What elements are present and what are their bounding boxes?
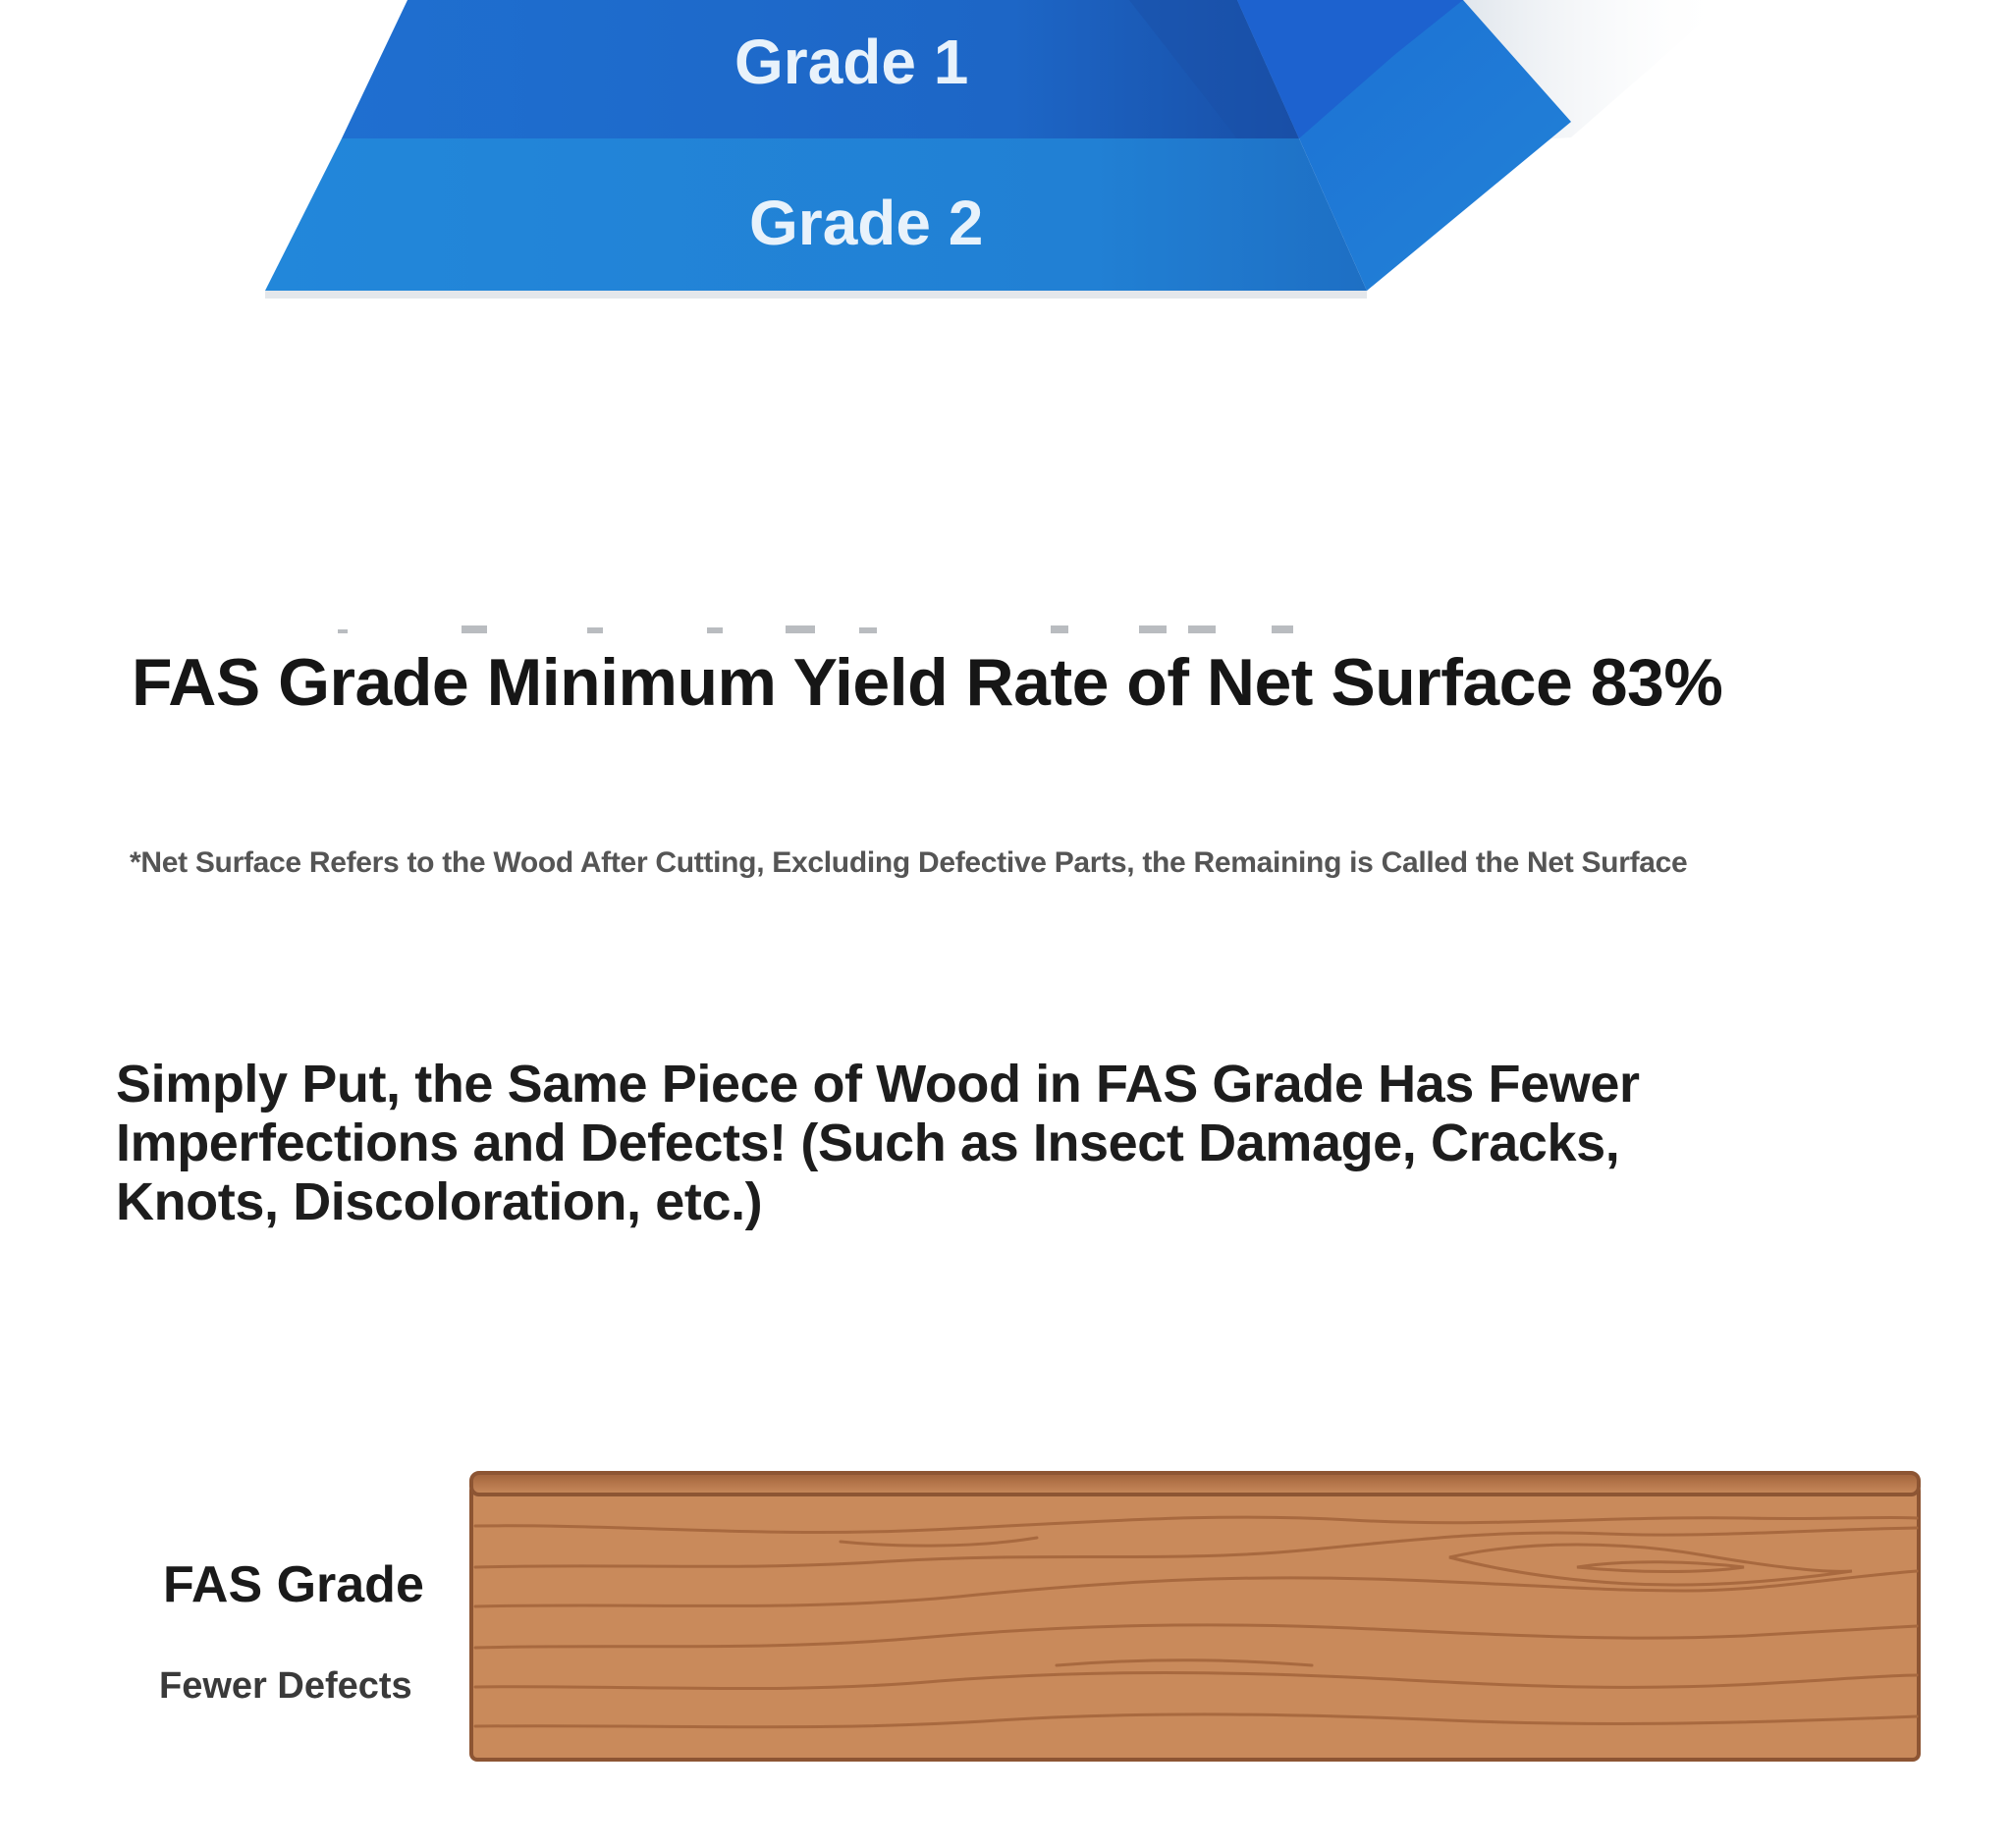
faded-text-artifacts: [324, 624, 1326, 637]
net-surface-footnote: *Net Surface Refers to the Wood After Cutting, Excluding Defective Parts, the Remaining is Called the Net Surface: [130, 846, 1688, 879]
headline-yield-rate: FAS Grade Minimum Yield Rate of Net Surface 83%: [132, 645, 1723, 720]
plank-top-edge: [471, 1473, 1919, 1495]
wood-plank-graphic: [467, 1469, 1925, 1764]
board-grade-title: FAS Grade: [163, 1556, 424, 1613]
board-grade-subtitle: Fewer Defects: [159, 1665, 412, 1707]
grade-1-label: Grade 1: [734, 27, 969, 97]
plank-face: [471, 1485, 1919, 1760]
grade-2-label: Grade 2: [749, 188, 984, 258]
pyramid-graphic: [0, 0, 2011, 324]
wood-plank-illustration: [467, 1469, 1925, 1764]
grade-pyramid: [0, 0, 2011, 324]
summary-text: Simply Put, the Same Piece of Wood in FAS Grade Has Fewer Imperfections and Defects! (Such as Insect Damage, Cracks, Knots, Discoloration, etc.): [116, 1055, 1640, 1231]
